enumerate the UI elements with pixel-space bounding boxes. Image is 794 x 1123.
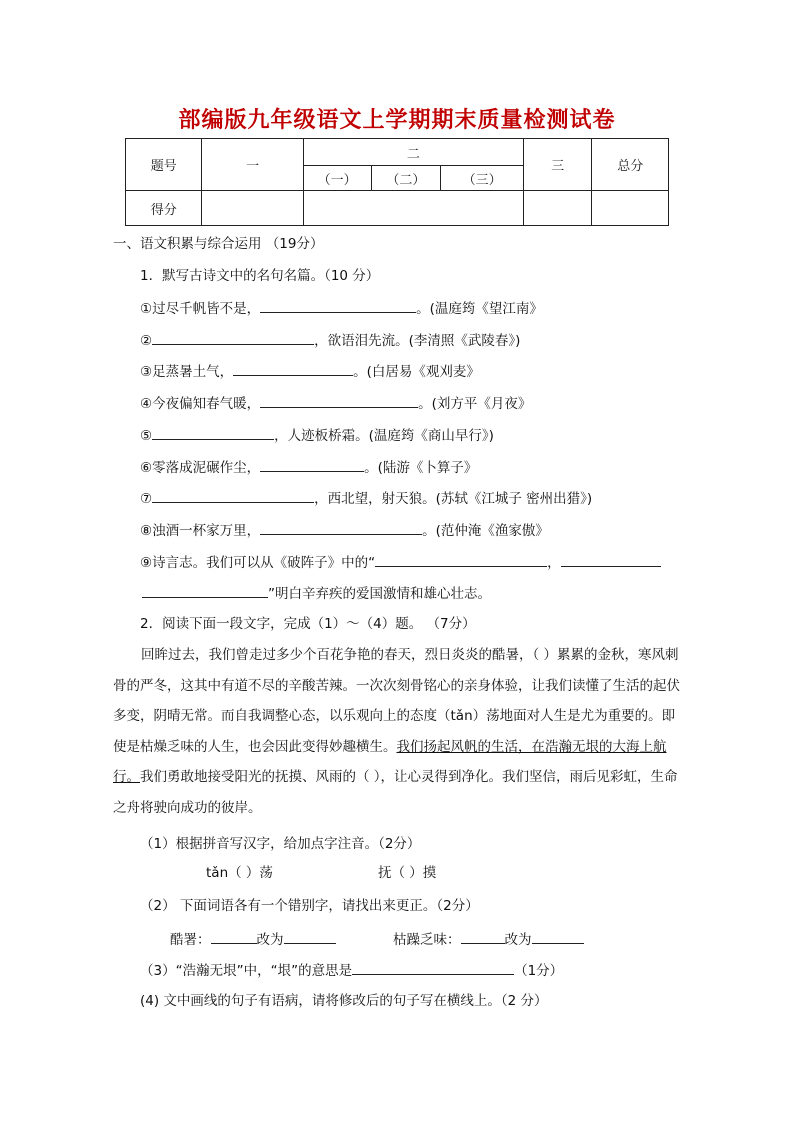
pinyin-item-tan: tǎn（ ）荡 xyxy=(206,865,273,881)
cell-two-a: （一） xyxy=(303,166,371,191)
cell-two-b: （二） xyxy=(371,166,441,191)
typo-item-2: 枯躁乏味： 改为 xyxy=(393,928,584,950)
score-two-input[interactable] xyxy=(303,191,523,226)
cell-defen: 得分 xyxy=(126,191,202,226)
question-1: 1．默写古诗文中的名句名篇。（10 分） xyxy=(140,268,380,284)
poem-item-5: ⑤ ，人迹板桥霜。(温庭筠《商山早行》) xyxy=(140,424,494,446)
cell-three: 三 xyxy=(523,139,592,191)
section-heading: 一、语文积累与综合运用 （19分） xyxy=(113,236,324,252)
sub-question-3: （3）“浩瀚无垠”中，“垠”的意思是 （1分） xyxy=(140,959,563,981)
answer-blank[interactable] xyxy=(461,928,505,944)
pinyin-item-fu: 抚（ ）摸 xyxy=(378,865,437,881)
poem-item-9-cont: ”明白辛弃疾的爱国激情和雄心壮志。 xyxy=(142,582,491,604)
poem-item-6: ⑥零落成泥碾作尘， 。(陆游《卜算子》 xyxy=(140,456,477,478)
question-2: 2．阅读下面一段文字，完成（1）～（4）题。 （7分） xyxy=(140,616,476,632)
answer-blank[interactable] xyxy=(260,519,422,535)
poem-item-7: ⑦ ，西北望，射天狼。(苏轼《江城子 密州出猎》) xyxy=(140,487,592,509)
reading-passage: 回眸过去，我们曾走过多少个百花争艳的春天，烈日炎炎的酷暑，（ ）累累的金秋，寒风刺骨的严冬，这其中有道不尽的辛酸苦辣。一次次刻骨铭心的亲身体验，让我们读懂了生活的起伏多变，阴晴无常。而自我调整心态，以乐观向上的态度（tǎn）荡地面对人生是尤为重要的。即使是枯燥乏味的人生，也会因此变得妙趣横生。我们扬起风帆的生活，在浩瀚无垠的大海上航行。我们勇敢地接受阳光的抚摸、风雨的（ ），让心灵得到净化。我们坚信，雨后见彩虹，生命之舟将驶向成功的彼岸。 xyxy=(113,647,680,816)
cell-two: 二 xyxy=(303,139,523,166)
page-title: 部编版九年级语文上学期期末质量检测试卷 xyxy=(178,107,616,133)
score-table xyxy=(125,138,669,226)
sub-question-2: （2） 下面词语各有一个错别字，请找出来更正。（2分） xyxy=(140,898,479,914)
answer-blank[interactable] xyxy=(233,360,353,376)
score-three-input[interactable] xyxy=(523,191,592,226)
cell-total: 总分 xyxy=(592,139,669,191)
score-total-input[interactable] xyxy=(592,191,669,226)
cell-one: 一 xyxy=(202,139,303,191)
score-one-input[interactable] xyxy=(202,191,303,226)
answer-blank[interactable] xyxy=(284,928,336,944)
answer-blank[interactable] xyxy=(375,551,547,567)
poem-item-9: ⑨诗言志。我们可以从《破阵子》中的“ ， xyxy=(140,551,661,573)
answer-blank[interactable] xyxy=(211,928,257,944)
answer-blank[interactable] xyxy=(352,959,514,975)
answer-blank[interactable] xyxy=(260,456,364,472)
answer-blank[interactable] xyxy=(532,928,584,944)
poem-item-8: ⑧浊酒一杯家万里， 。(范仲淹《渔家傲》 xyxy=(140,519,549,541)
answer-blank[interactable] xyxy=(142,582,268,598)
answer-blank[interactable] xyxy=(152,487,314,503)
answer-blank[interactable] xyxy=(260,297,416,313)
answer-blank[interactable] xyxy=(152,329,314,345)
cell-tihao: 题号 xyxy=(126,139,202,191)
answer-blank[interactable] xyxy=(260,392,418,408)
sub-question-4: (4) 文中画线的句子有语病，请将修改后的句子写在横线上。（2 分） xyxy=(140,993,548,1009)
typo-item-1: 酷署： 改为 xyxy=(170,928,336,950)
answer-blank[interactable] xyxy=(152,424,274,440)
poem-item-4: ④今夜偏知春气暖， 。(刘方平《月夜》 xyxy=(140,392,531,414)
answer-blank[interactable] xyxy=(561,551,661,567)
poem-item-1: ①过尽千帆皆不是， 。(温庭筠《望江南》 xyxy=(140,297,543,319)
cell-two-c: （三） xyxy=(441,166,524,191)
poem-item-2: ② ，欲语泪先流。(李清照《武陵春》) xyxy=(140,329,520,351)
sub-question-1: （1）根据拼音写汉字，给加点字注音。（2分） xyxy=(140,836,421,852)
poem-item-3: ③足蒸暑土气， 。(白居易《观刈麦》 xyxy=(140,360,480,382)
underlined-sentence: 我们扬起风帆的生活，在浩瀚无垠的大海上航行。 xyxy=(113,738,667,785)
